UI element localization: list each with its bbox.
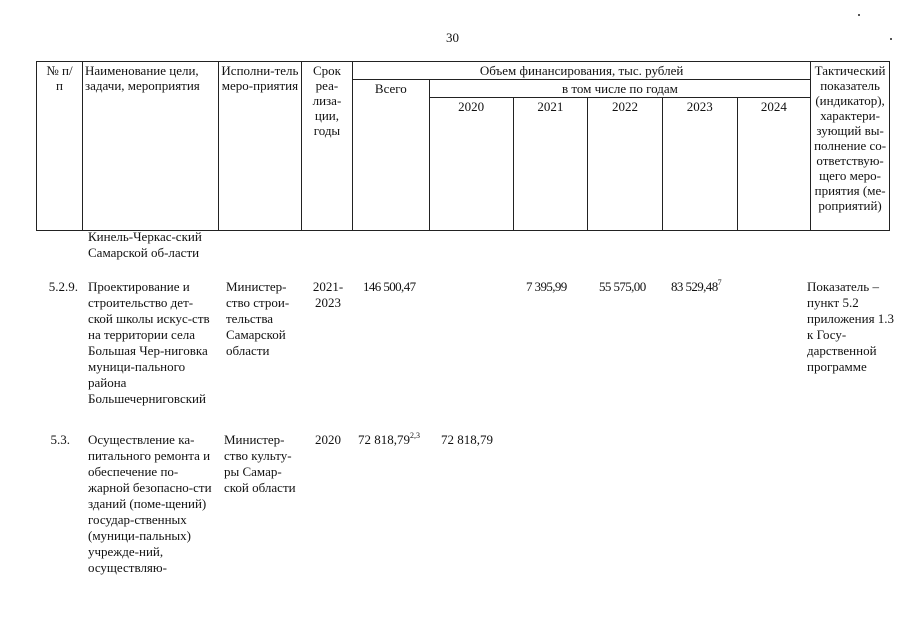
page-number: 30: [446, 30, 459, 45]
header-by-years: в том числе по годам: [429, 80, 810, 98]
scan-speck: [858, 14, 860, 16]
header-indicator: Тактический показатель (индикатор), характери-зующий вы-полнение со-ответствую-щего меро-приятия (ме-роприятий): [811, 62, 890, 231]
header-year-2023: 2023: [662, 98, 737, 231]
table-header: [36, 61, 890, 231]
row-num: 5.2.9.: [48, 279, 78, 294]
header-funding: Объем финансирования, тыс. рублей: [353, 62, 811, 80]
row-indicator: Показатель – пункт 5.2 приложения 1.3 к Госу-дарственной программе: [807, 279, 895, 374]
header-name: Наименование цели, задачи, мероприятия: [83, 62, 219, 231]
header-year-2021: 2021: [513, 98, 588, 231]
row-2023: 83 529,48$^7$: [671, 278, 722, 294]
row-2020: 72 818,79: [441, 432, 493, 447]
row-executor: Министер-ство культу-ры Самар-ской области: [224, 432, 296, 495]
header-num: № п/п: [37, 62, 83, 231]
header-executor: Исполни-тель меро-приятия: [219, 62, 302, 231]
continuation-text: Кинель-Черкас-ский Самарской об-ласти: [88, 229, 202, 260]
row-executor: Министер-ство строи-тельства Самарской области: [226, 279, 290, 358]
row-term: 2021-2023: [312, 279, 344, 310]
header-total: Всего: [353, 80, 430, 231]
row-total: 146 500,47: [363, 279, 416, 294]
header-term: Срок реа-лиза-ции, годы: [301, 62, 352, 231]
row-name: Осуществление ка-питального ремонта и обеспечение по-жарной безопасно-сти зданий (поме-щений) государ-ственных (муници-пальных) учрежде-ний, осуществляю-: [88, 432, 212, 575]
header-year-2024: 2024: [737, 98, 811, 231]
row-num: 5.3.: [50, 432, 70, 447]
header-year-2022: 2022: [588, 98, 663, 231]
row-name: Проектирование и строительство дет-ской школы искус-ств на территории села Большая Чер-ниговка муници-пального района Большечерниговский: [88, 279, 210, 406]
row-2021: 7 395,99: [526, 279, 567, 294]
row-total: 72 818,79$^{2,3}$: [358, 431, 420, 447]
scan-speck: [890, 38, 892, 40]
row-term: 2020: [315, 432, 341, 447]
row-2022: 55 575,00: [599, 279, 646, 294]
header-year-2020: 2020: [429, 98, 513, 231]
